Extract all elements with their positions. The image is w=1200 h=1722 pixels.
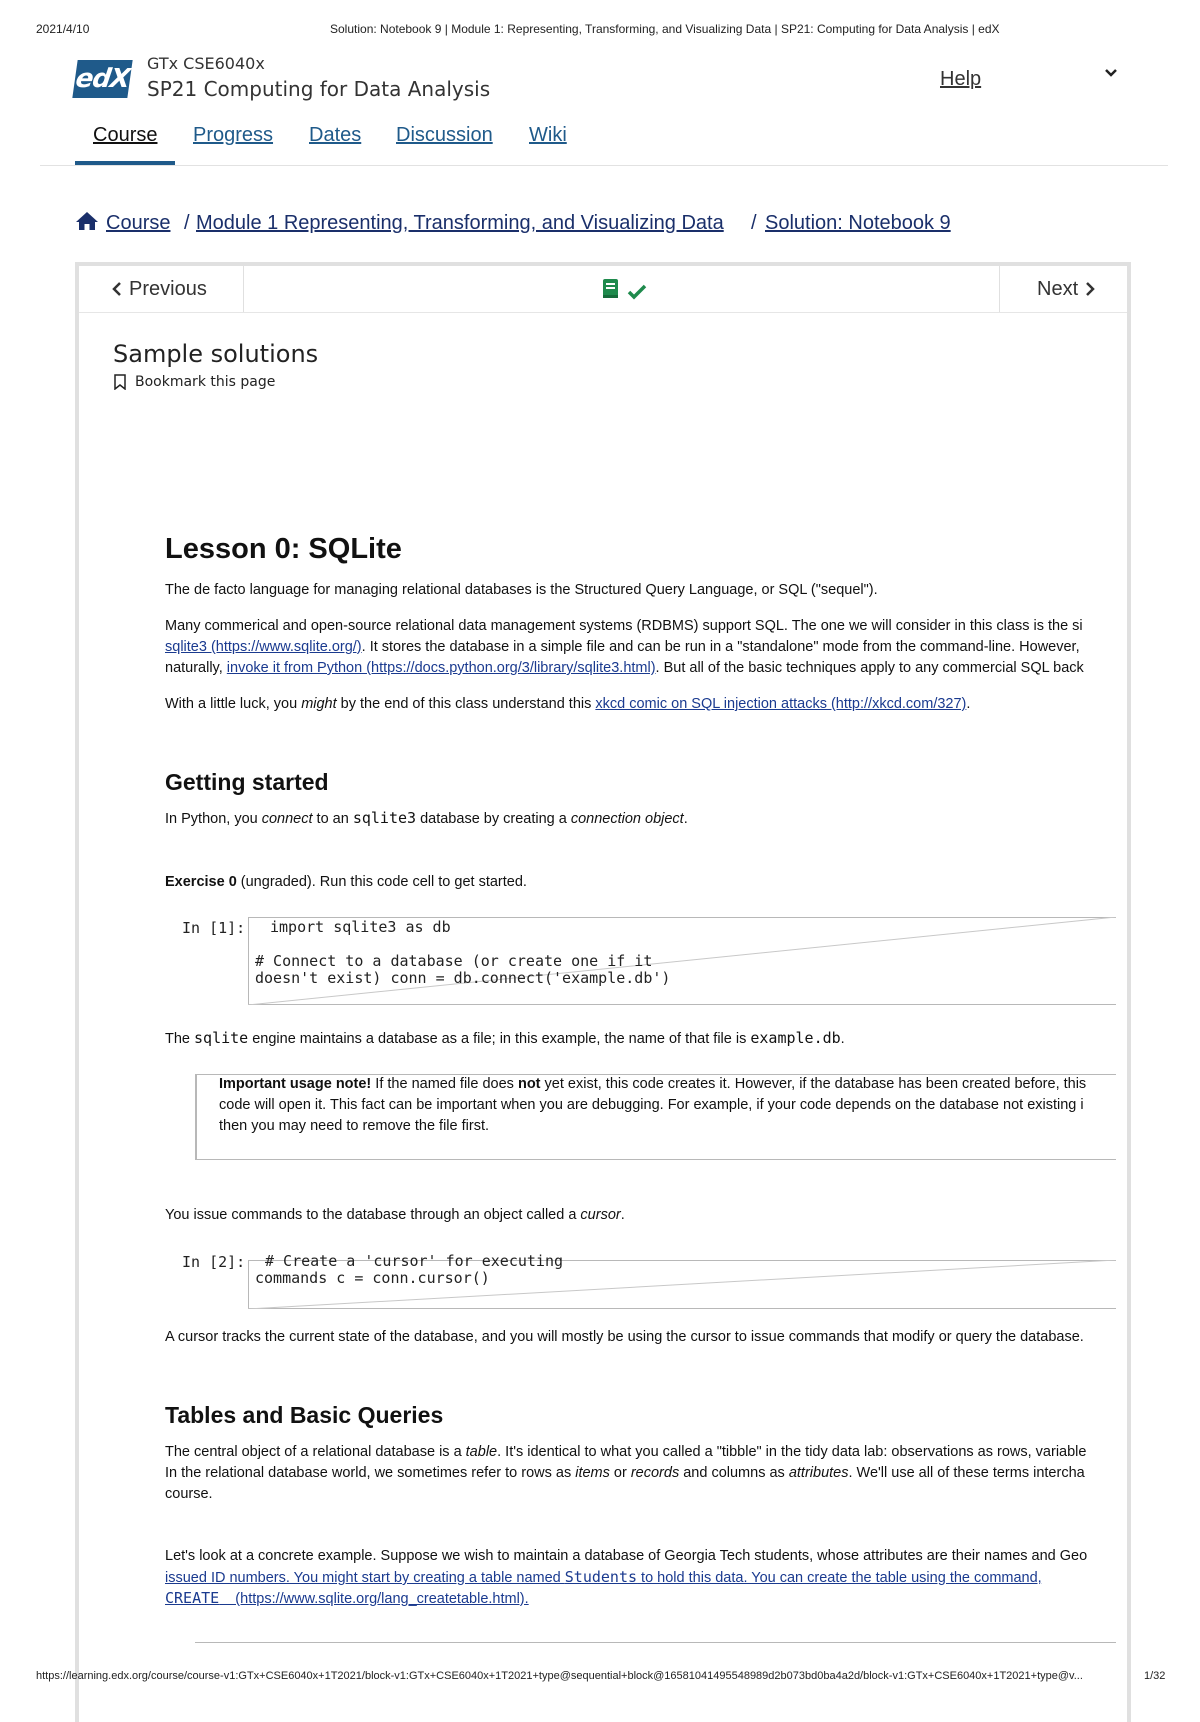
lesson-paragraph: The de facto language for managing relational databases is the Structured Query Language, or SQL ("sequel").: [165, 582, 878, 598]
text: You issue commands to the database through an object called a: [165, 1207, 581, 1223]
lesson-paragraph: Many commerical and open-source relational data management systems (RDBMS) support SQL. The one we will consider in this class is the si: [165, 618, 1083, 634]
text: . It stores the database in a simple file and can be run in a "standalone" mode from the command-line. However,: [361, 639, 1080, 655]
chevron-left-icon: [111, 281, 123, 297]
paragraph: [165, 1463, 1085, 1484]
paragraph: [165, 808, 688, 830]
inline-code: sqlite: [194, 1029, 249, 1047]
text: yet exist, this code creates it. However, if the database has been created before, this: [540, 1076, 1087, 1092]
paragraph: course.: [165, 1486, 213, 1502]
header-divider: [40, 165, 1168, 166]
bookmark-button[interactable]: [113, 374, 275, 390]
text: attributes: [788, 1465, 849, 1481]
text: might: [301, 696, 337, 712]
text: In the relational database world, we sometimes refer to rows as: [165, 1465, 576, 1481]
chevron-right-icon: [1084, 281, 1096, 297]
text: database by creating a: [416, 811, 571, 827]
tab-progress[interactable]: Progress: [193, 124, 274, 146]
text: to an: [312, 811, 353, 827]
text: by the end of this class understand this: [336, 696, 596, 712]
text: cursor: [580, 1207, 621, 1223]
help-link[interactable]: Help: [940, 68, 982, 90]
bookmark-label: Bookmark this page: [135, 374, 276, 390]
code-line: commands c = conn.cursor(): [255, 1269, 490, 1287]
text: .: [966, 696, 971, 712]
print-title: Solution: Notebook 9 | Module 1: Representing, Transforming, and Visualizing Data | SP21: Computing for Data Analysis | edX: [330, 22, 1000, 36]
tab-wiki[interactable]: Wiki: [529, 124, 567, 146]
text: In Python, you: [165, 811, 262, 827]
nav-divider: [999, 266, 1000, 312]
text: to hold this data. You can create the table using the command,: [637, 1570, 1042, 1586]
text: . But all of the basic techniques apply to any commercial SQL back: [655, 660, 1084, 676]
cell-prompt: In [2]:: [182, 1253, 246, 1271]
text: or: [609, 1465, 631, 1481]
code-line: import sqlite3 as db: [270, 918, 451, 936]
text: connection object: [570, 811, 684, 827]
course-title: SP21 Computing for Data Analysis: [147, 77, 491, 101]
tab-dates[interactable]: Dates: [309, 124, 362, 146]
note-line: code will open it. This fact can be important when you are debugging. For example, if your code depends on the database not existing i: [219, 1097, 1084, 1113]
tab-course[interactable]: Course: [93, 124, 158, 146]
text: . We'll use all of these terms intercha: [848, 1465, 1085, 1481]
text: Exercise 0: [165, 874, 237, 890]
checkmark-icon: [627, 284, 647, 300]
note-line: then you may need to remove the file first.: [219, 1118, 489, 1134]
text: The: [165, 1031, 195, 1047]
print-page-number: 1/32: [1144, 1670, 1166, 1682]
unit-tab[interactable]: [601, 278, 647, 305]
code-line: # Create a 'cursor' for executing: [265, 1252, 564, 1270]
unit-title: Sample solutions: [113, 340, 319, 368]
python-sqlite3-link[interactable]: invoke it from Python (https://docs.python.org/3/library/sqlite3.html): [226, 660, 656, 676]
text: (https://www.sqlite.org/lang_createtable.html).: [219, 1591, 529, 1607]
text: If the named file does: [371, 1076, 518, 1092]
lesson-title: Lesson 0: SQLite: [165, 533, 402, 565]
inline-code: CREATE: [165, 1589, 220, 1607]
text: . It's identical to what you called a "tibble" in the tidy data lab: observations as rows, variable: [497, 1444, 1087, 1460]
text: .: [840, 1031, 845, 1047]
next-label: Next: [1037, 277, 1079, 300]
inline-code: example.db: [750, 1029, 841, 1047]
text: table: [465, 1444, 498, 1460]
text: With a little luck, you: [165, 696, 302, 712]
text: records: [630, 1465, 680, 1481]
breadcrumb-separator: /: [751, 212, 757, 234]
text: issued ID numbers. You might start by creating a table named: [165, 1570, 565, 1586]
text: naturally,: [165, 660, 227, 676]
edx-logo[interactable]: edX: [72, 60, 132, 98]
breadcrumb-course[interactable]: Course: [106, 212, 171, 234]
paragraph: A cursor tracks the current state of the database, and you will mostly be using the cursor to issue commands that modify or query the database.: [165, 1329, 1084, 1345]
book-icon: [601, 278, 621, 300]
text: .: [620, 1207, 625, 1223]
nav-divider: [243, 266, 244, 312]
paragraph: Let's look at a concrete example. Suppose we wish to maintain a database of Georgia Tech students, whose attributes are their names and Geo: [165, 1548, 1088, 1564]
next-button[interactable]: [1037, 266, 1096, 312]
section-title-tables: Tables and Basic Queries: [165, 1402, 444, 1428]
exercise-label: [165, 872, 527, 893]
text: (ungraded). Run this code cell to get started.: [236, 874, 527, 890]
text: .: [683, 811, 688, 827]
course-org: GTx CSE6040x: [147, 54, 265, 73]
text: not: [517, 1076, 541, 1092]
note-line: [219, 1074, 1086, 1095]
inline-code: Students: [564, 1568, 638, 1586]
sequence-nav: [79, 266, 1127, 313]
code-line: # Connect to a database (or create one if it: [255, 952, 653, 970]
bookmark-icon: [113, 374, 127, 390]
print-url: https://learning.edx.org/course/course-v1:GTx+CSE6040x+1T2021/block-v1:GTx+CSE6040x+1T2021+type@sequential+block@16581041495548989d2b073bd0ba4a2d/block-v1:GTx+CSE6040x+1T2021+type@v...: [36, 1670, 1083, 1682]
chevron-down-icon[interactable]: [1104, 66, 1118, 84]
inline-code: sqlite3: [352, 809, 417, 827]
breadcrumb-module[interactable]: Module 1 Representing, Transforming, and Visualizing Data: [196, 212, 724, 234]
text: Important usage note!: [219, 1076, 372, 1092]
text: The central object of a relational database is a: [165, 1444, 466, 1460]
xkcd-link[interactable]: xkcd comic on SQL injection attacks (http://xkcd.com/327): [595, 696, 967, 712]
code-line: doesn't exist) conn = db.connect('example.db'): [255, 969, 671, 987]
print-date: 2021/4/10: [36, 22, 90, 36]
previous-label: Previous: [129, 277, 207, 300]
breadcrumb-separator: /: [184, 212, 190, 234]
lesson-paragraph: [165, 637, 1080, 658]
sqlite-link[interactable]: sqlite3 (https://www.sqlite.org/): [165, 639, 362, 655]
section-title-getting-started: Getting started: [165, 769, 329, 795]
text: engine maintains a database as a file; in this example, the name of that file is: [248, 1031, 751, 1047]
paragraph: [165, 1028, 845, 1050]
tab-discussion[interactable]: Discussion: [396, 124, 493, 146]
text: items: [575, 1465, 610, 1481]
paragraph-link[interactable]: [165, 1567, 1042, 1589]
home-icon[interactable]: [75, 211, 99, 236]
create-table-link[interactable]: [165, 1588, 529, 1610]
cell-top-border: [195, 1642, 1116, 1643]
cell-prompt: In [1]:: [182, 919, 246, 937]
lesson-paragraph: [165, 694, 970, 715]
paragraph: [165, 1205, 625, 1226]
lesson-paragraph: [165, 658, 1084, 679]
previous-button[interactable]: [111, 266, 207, 312]
text: connect: [261, 811, 313, 827]
paragraph: [165, 1442, 1086, 1463]
text: and columns as: [679, 1465, 789, 1481]
breadcrumb-current[interactable]: Solution: Notebook 9: [765, 212, 951, 234]
